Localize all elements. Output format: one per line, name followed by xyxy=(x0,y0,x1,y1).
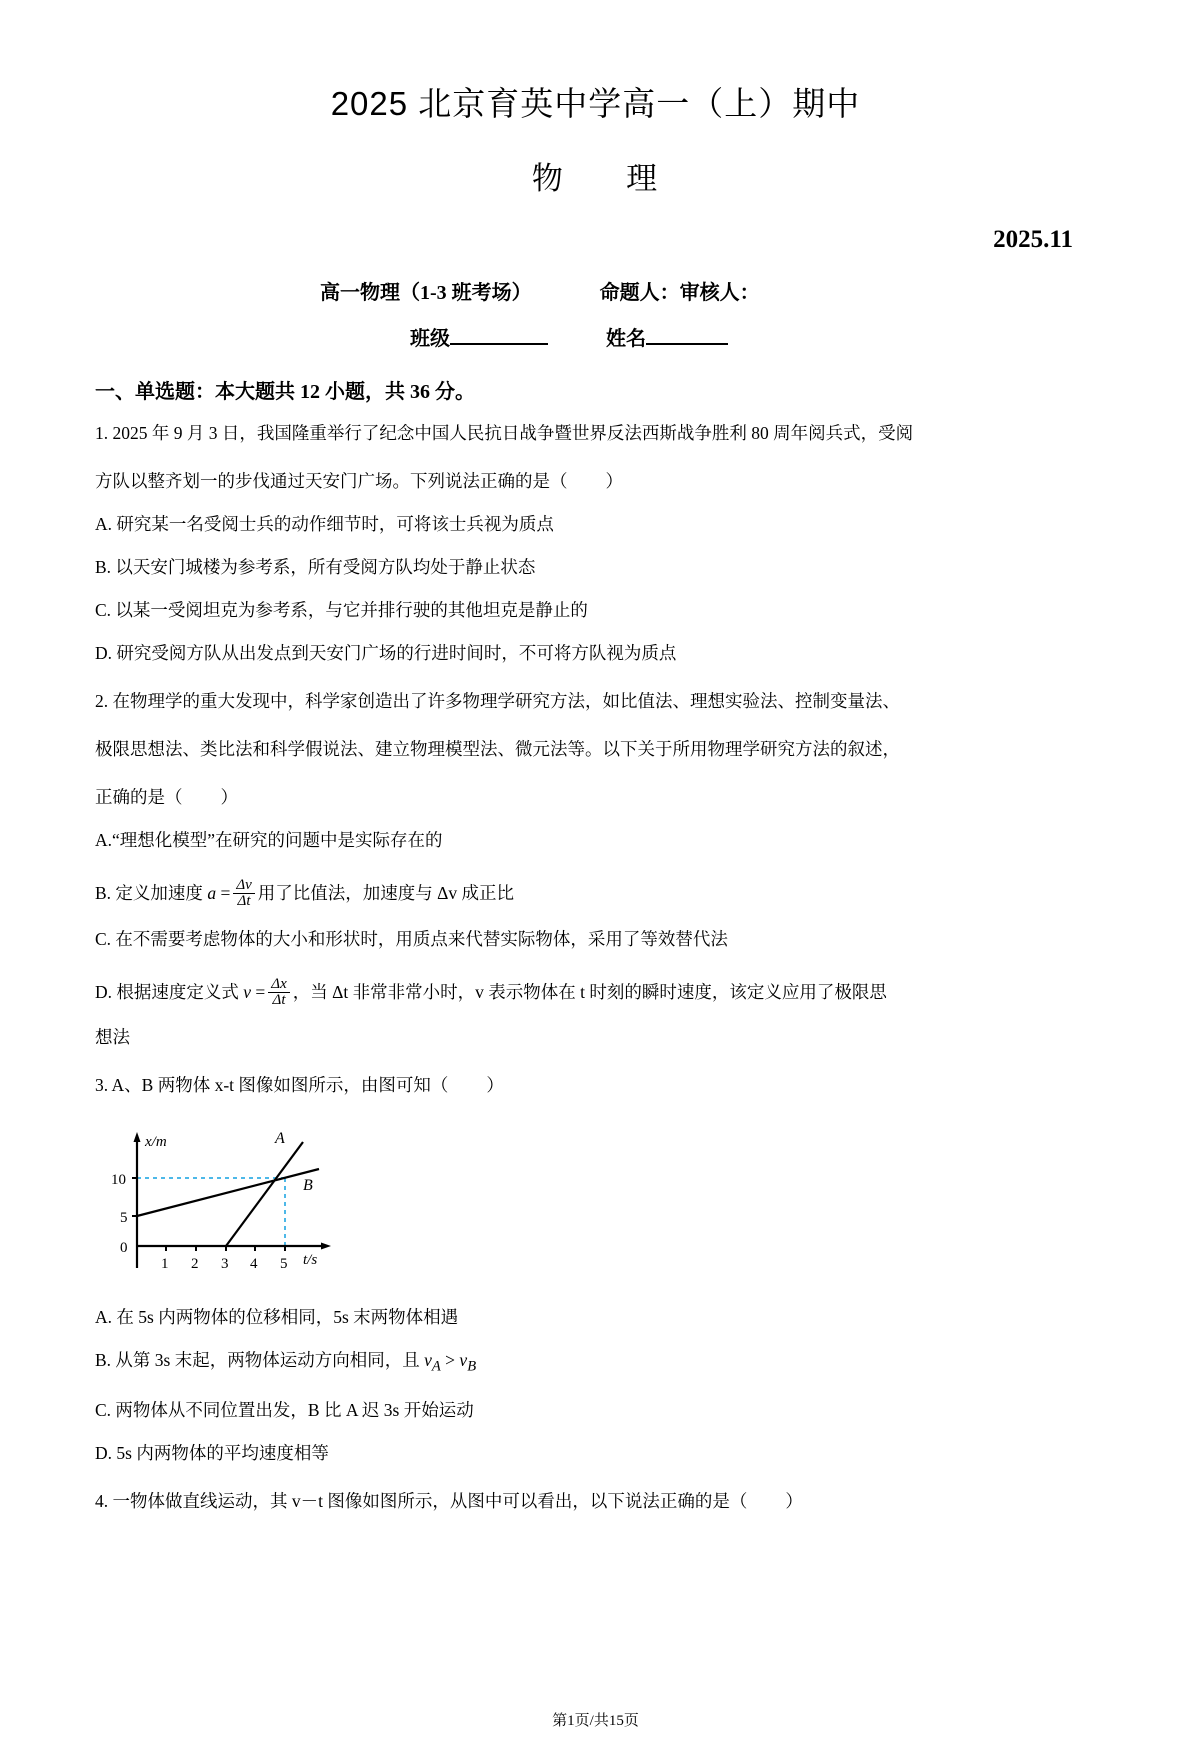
x-tick-label-2: 2 xyxy=(191,1256,199,1272)
question-3-figure xyxy=(107,1118,1096,1293)
section-heading: 一、单选题：本大题共 12 小题，共 36 分。 xyxy=(95,381,475,403)
page-title: 2025 北京育英中学高一（上）期中 xyxy=(330,85,861,122)
student-info-line xyxy=(95,322,1096,351)
question-2-stem-line-1: 2. 在物理学的重大发现中，科学家创造出了许多物理学研究方法，如比值法、理想实验法、控制变量法、 xyxy=(95,691,900,711)
question-2-option-b-denominator: Δt xyxy=(237,893,251,910)
question-2-option-d-suffix: ，当 Δt 非常非常小时，v 表示物体在 t 时刻的瞬时速度，该定义应用了极限思 xyxy=(292,982,887,1002)
question-1-option-c[interactable]: C. 以某一受阅坦克为参考系，与它并排行驶的其他坦克是静止的 xyxy=(95,600,588,620)
subject-title xyxy=(95,153,1096,198)
question-1-option-d[interactable]: D. 研究受阅方队从出发点到天安门广场的行进时间时，不可将方队视为质点 xyxy=(95,643,677,663)
question-2-option-d-variable: v xyxy=(243,982,252,1002)
question-2-stem-line-3-text: 正确的是（ xyxy=(95,787,183,807)
class-blank-field[interactable] xyxy=(450,343,548,345)
question-1-option-b[interactable]: B. 以天安门城楼为参考系，所有受阅方队均处于静止状态 xyxy=(95,557,536,577)
question-3-answer-blank[interactable] xyxy=(448,1066,486,1104)
question-1-answer-blank[interactable] xyxy=(568,462,606,500)
question-2-paren-close: ） xyxy=(220,787,238,807)
x-axis-label: t/s xyxy=(303,1252,318,1268)
subject-char-1: 物 xyxy=(531,161,565,196)
question-3-option-b-prefix: B. 从第 3s 末起，两物体运动方向相同，且 xyxy=(95,1350,425,1370)
question-3-option-a[interactable]: A. 在 5s 内两物体的位移相同，5s 末两物体相遇 xyxy=(95,1307,459,1327)
question-2-option-b-suffix: 用了比值法，加速度与 Δv 成正比 xyxy=(257,883,515,903)
question-1-stem-line-1: 1. 2025 年 9 月 3 日，我国隆重举行了纪念中国人民抗日战争暨世界反法西斯战争胜利 80 周年阅兵式，受阅 xyxy=(95,423,914,443)
series-line-b xyxy=(137,1169,319,1216)
x-tick-label-5: 5 xyxy=(280,1256,288,1272)
question-3-stem-text: 3. A、B 两物体 x-t 图像如图所示，由图可知（ xyxy=(95,1075,449,1095)
series-label-b: B xyxy=(303,1177,313,1194)
y-tick-label-10: 10 xyxy=(111,1172,126,1188)
question-2-option-b-numerator: Δv xyxy=(233,878,254,895)
question-2-stem-line-2: 极限思想法、类比法和科学假说法、建立物理模型法、微元法等。以下关于所用物理学研究方法的叙述， xyxy=(95,739,900,759)
question-2-option-d-continuation: 想法 xyxy=(95,1027,130,1047)
question-2-option-b-fraction xyxy=(233,878,254,911)
question-2-option-b-prefix: B. 定义加速度 xyxy=(95,883,208,903)
question-3-stem xyxy=(95,1066,1096,1104)
exam-room-label: 高一物理（1-3 班考场） xyxy=(320,282,532,304)
question-3-paren-close: ） xyxy=(486,1075,504,1095)
y-axis-arrow-icon xyxy=(134,1132,141,1142)
question-3-option-b-sub1: A xyxy=(431,1358,441,1375)
question-4-stem xyxy=(95,1482,1096,1520)
exam-room-line xyxy=(95,276,1096,305)
x-tick-label-3: 3 xyxy=(221,1256,229,1272)
question-2-option-d-numerator: Δx xyxy=(268,977,289,994)
question-1-paren-close: ） xyxy=(605,471,623,491)
question-2-option-b-equals: = xyxy=(220,883,231,903)
question-3-option-c[interactable]: C. 两物体从不同位置出发，B 比 A 迟 3s 开始运动 xyxy=(95,1399,474,1420)
page-footer: 第1页/共15页 xyxy=(552,1713,639,1729)
exam-date: 2025.11 xyxy=(993,226,1073,253)
question-2-option-d-equals: = xyxy=(255,982,266,1002)
question-2-option-d-fraction xyxy=(268,977,289,1010)
question-3-option-d[interactable]: D. 5s 内两物体的平均速度相等 xyxy=(95,1442,329,1463)
series-label-a: A xyxy=(275,1130,285,1147)
y-tick-label-5: 5 xyxy=(120,1210,128,1226)
question-2-option-b-variable: a xyxy=(207,883,217,903)
question-2-option-d-prefix: D. 根据速度定义式 xyxy=(95,982,244,1002)
x-tick-label-4: 4 xyxy=(250,1256,258,1272)
question-4-paren-close: ） xyxy=(785,1490,803,1511)
question-3-option-b-gt: > xyxy=(440,1350,460,1370)
x-axis-arrow-icon xyxy=(321,1243,331,1250)
name-blank-field[interactable] xyxy=(646,343,728,345)
series-line-a xyxy=(226,1142,303,1246)
xt-graph-svg xyxy=(107,1118,357,1288)
question-2-answer-blank[interactable] xyxy=(183,778,221,816)
question-2-stem-line-3 xyxy=(95,778,1096,816)
question-1-stem-line-2 xyxy=(95,462,1096,500)
question-1-stem-line-2-text: 方队以整齐划一的步伐通过天安门广场。下列说法正确的是（ xyxy=(95,471,568,491)
subject-char-2: 理 xyxy=(626,161,660,196)
question-2-option-b[interactable] xyxy=(95,871,1096,915)
question-1-option-a[interactable]: A. 研究某一名受阅士兵的动作细节时，可将该士兵视为质点 xyxy=(95,514,554,534)
y-tick-label-0: 0 xyxy=(120,1240,128,1256)
question-4-stem-text: 4. 一物体做直线运动，其 v－t 图像如图所示，从图中可以看出，以下说法正确的是（ xyxy=(95,1490,748,1511)
question-2-option-d-denominator: Δt xyxy=(272,992,286,1009)
question-3-option-b-sub2: B xyxy=(467,1358,477,1375)
question-2-option-c[interactable]: C. 在不需要考虑物体的大小和形状时，用质点来代替实际物体，采用了等效替代法 xyxy=(95,929,728,949)
y-axis-label: x/m xyxy=(145,1134,167,1150)
author-reviewer-label: 命题人：审核人： xyxy=(599,282,760,304)
exam-page xyxy=(0,78,1191,1762)
question-2-option-d[interactable] xyxy=(95,970,1096,1014)
question-4-answer-blank[interactable] xyxy=(747,1482,785,1520)
question-3-option-b-v1: v xyxy=(424,1350,432,1370)
name-label: 姓名 xyxy=(606,328,646,350)
class-label: 班级 xyxy=(410,328,450,350)
question-3-option-b[interactable] xyxy=(95,1341,1096,1386)
question-3-option-b-v2: v xyxy=(459,1350,468,1370)
x-tick-label-1: 1 xyxy=(161,1256,169,1272)
question-2-option-a[interactable]: A.“理想化模型”在研究的问题中是实际存在的 xyxy=(95,830,443,850)
